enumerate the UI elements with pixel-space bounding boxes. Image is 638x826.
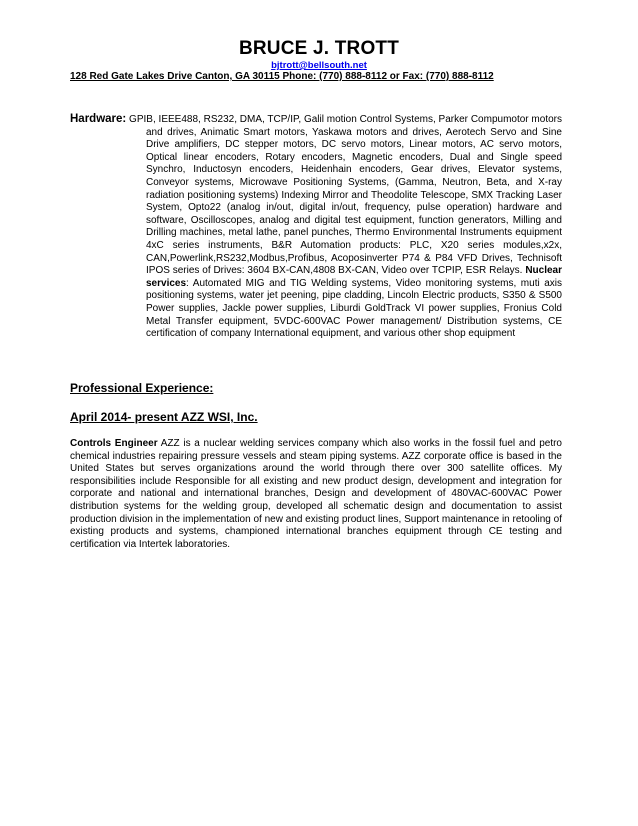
nuclear-services-label: Nuclear services (146, 265, 562, 289)
resume-name: BRUCE J. TROTT (238, 38, 400, 59)
email-link[interactable]: bjtrott@bellsouth.net (271, 60, 367, 71)
contact-address-line: 128 Red Gate Lakes Drive Canton, GA 30115 Phone: (770) 888-8112 or Fax: (770) 888-8112 (70, 71, 494, 82)
hardware-section (70, 113, 562, 341)
professional-experience-heading: Professional Experience: (70, 381, 214, 395)
job-description-text: AZZ is a nuclear welding services company which also works in the fossil fuel and petro chemical industries repairing pressure vessels and steam piping systems. AZZ corporate office is based in the United States but serves organizations around the world through there over 300 satellite offices. My responsibilities include Responsible for all existing and new product design, development and integration for corporate and national and international branches, Design and development of 480VAC-600VAC Power distribution systems for the welding group, developed all schematic design and documentation to assist production division in the implementation of new and existing product lines, Support maintenance in retooling of existing products and systems, championed international branches equipment through CE testing and certification via Intertek laboratories. (70, 438, 562, 550)
job-title: Controls Engineer (70, 438, 158, 449)
hardware-text-part2: : Automated MIG and TIG Welding systems, Video monitoring systems, muti axis positioning systems, water jet peening, pipe cladding, Lincoln Electric products, S350 & S500 Power supplies, Jackle power supplies, Liburdi GoldTrack VI power supplies, Fronius Cold Metal Transfer equipment, 5VDC-600VAC Power management/ Distribution systems, CE certification of company International equipment, and various other shop equipment (146, 277, 562, 340)
hardware-text-part1: GPIB, IEEE488, RS232, DMA, TCP/IP, Galil motion Control Systems, Parker Compumotor motors and drives, Animatic Smart motors, Yaskawa motors and drives, Aerotech Servo and Sine Drive amplifiers, DC stepper motors, DC servo motors, Linear motors, AC servo motors, Optical linear encoders, Rotary encoders, Magnetic encoders, Dual and Single speed Synchro, Inductosyn encoders, Heidenhain encoders, Gear drives, Elevator systems, Conveyor systems, Microwave Positioning Systems, (Gamma, Neutron, Beta, and X-ray radiation positioning systems) Indexing Mirror and Theodolite Telescope, SMX Tracking Laser System, Opto22 (analog in/out, digital in/out, frequency, pulse operation) hardware and software, Oscilloscopes, analog and digital test equipment, function generators, Milling and Drilling machines, metal lathe, panel punches, Thermo Environmental Instruments equipment 4xC series instruments, B&R Automation products: PLC, X20 series modules,x2x, CAN,Powerlink,RS232,Modbus,Profibus, Acoposinverter P74 & P84 VFD Drives, Technisoft IPOS series of Drives: 3604 BX-CAN,4808 BX-CAN, Video over TCPIP, ESR Relays. (126, 114, 562, 277)
job-description (70, 438, 562, 551)
hardware-label: Hardware: (70, 113, 127, 125)
job-heading: April 2014- present AZZ WSI, Inc. (70, 410, 258, 424)
hardware-text-block (70, 113, 562, 341)
